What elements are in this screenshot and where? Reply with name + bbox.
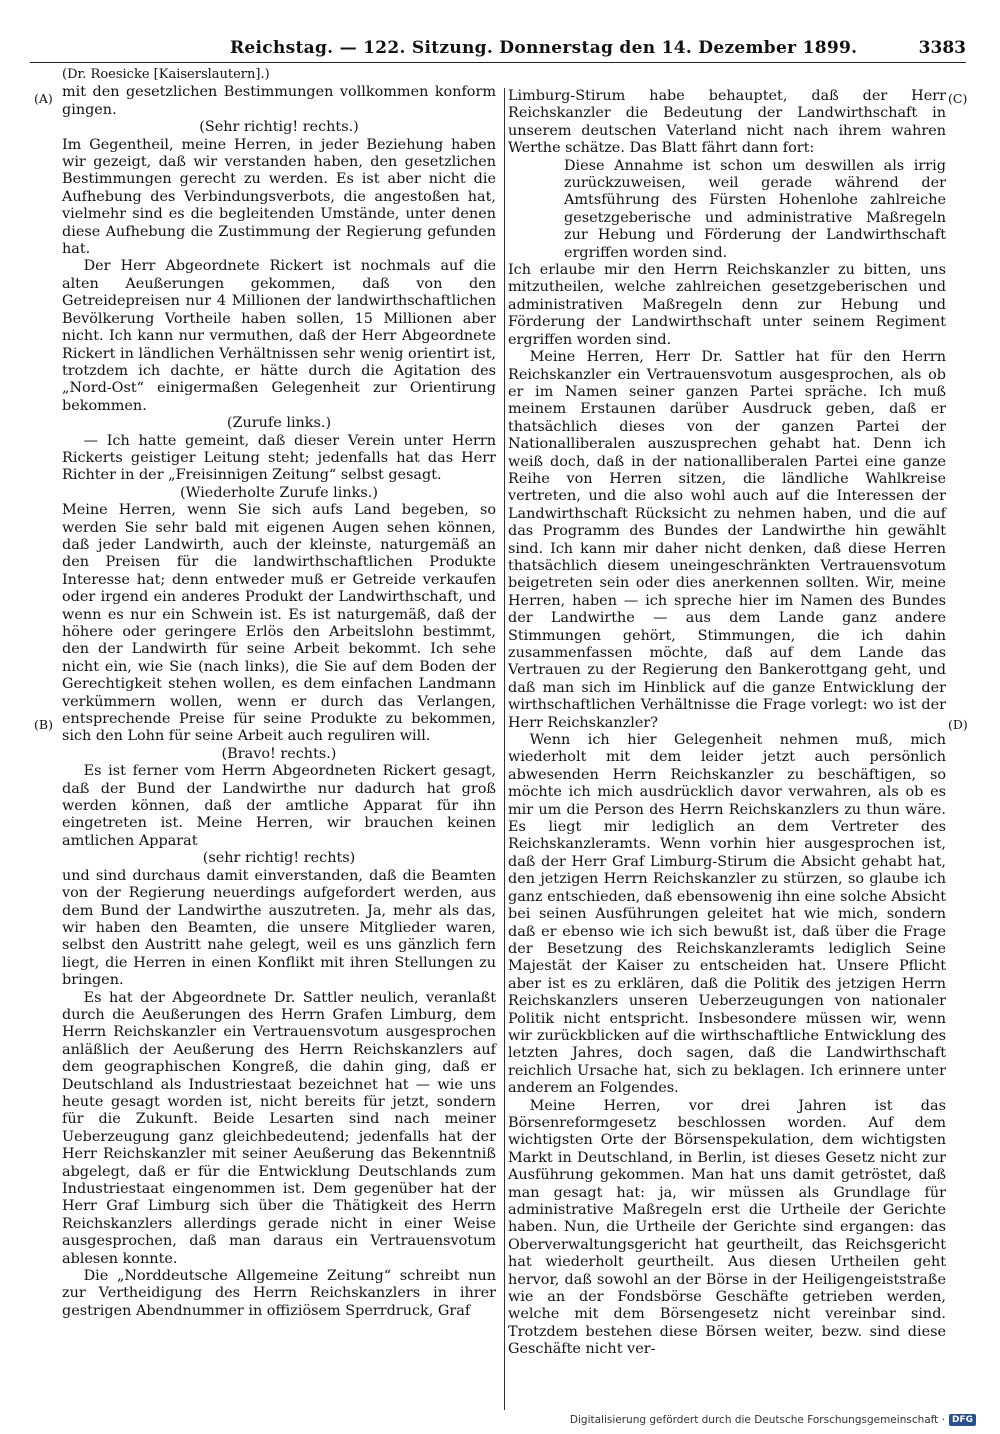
interjection: (Zurufe links.) [226, 415, 332, 432]
running-title: Reichstag. — 122. Sitzung. Donnerstag den 14. Dezember 1899. [230, 38, 858, 58]
paragraph: und sind durchaus damit einverstanden, daß die Beamten von der Regierung neuerdings aufgefordert werden, aus dem Bund der Landwirthe auszutreten. Ja, mehr als das, wir haben den Beamten, die unsere Mitglieder waren, selbst den Austritt nahe gelegt, weil es uns gänzlich fern liegt, die Herren in einen Konflikt mit ihren Stellungen zu bringen. [62, 867, 496, 989]
dfg-logo: DFG [949, 1414, 976, 1426]
paragraph: Der Herr Abgeordnete Rickert ist nochmals auf die alten Aeußerungen gekommen, daß von den Getreidepreisen nur 4 Millionen der landwirthschaftlichen Bevölkerung Vortheile haben sollen, 15 Millionen aber nicht. Ich kann nur vermuthen, daß der Herr Abgeordnete Rickert in ländlichen Verhältnissen sehr wenig orientirt ist, trotzdem ich dachte, er hätte durch die Agitation des „Nord-Ost“ einigermaßen Gelegenheit zur Orientirung bekommen. [62, 258, 496, 414]
paragraph: — Ich hatte gemeint, daß dieser Verein unter Herrn Rickerts geistiger Leitung steht; jedenfalls hat das Herr Richter in der „Freisinnigen Zeitung“ selbst gesagt. [62, 432, 496, 484]
paragraph: Ich erlaube mir den Herrn Reichskanzler zu bitten, uns mitzutheilen, welche zahlreichen gesetzgeberischen und administrativen Maßregeln denn zur Hebung und Förderung der Landwirthschaft unter seinem Regiment ergriffen worden sind. [508, 262, 946, 348]
credit-text: Digitalisierung gefördert durch die Deutsche Forschungsgemeinschaft · [569, 1414, 945, 1426]
paragraph: mit den gesetzlichen Bestimmungen vollkommen konform gingen. [62, 84, 496, 118]
margin-marker-c: (C) [948, 91, 968, 106]
running-header [30, 38, 966, 62]
paragraph: Meine Herren, wenn Sie sich aufs Land begeben, so werden Sie sehr bald mit eigenen Augen sehen können, daß jeder Landwirth, auch der kleinste, naturgemäß an den Preisen für die landwirthschaftlichen Produkte Interesse hat; denn entweder muß er Getreide verkaufen oder irgend ein anderes Produkt der Landwirthschaft, und wenn es nur ein Schwein ist. Es ist naturgemäß, daß der höhere oder geringere Erlös den Arbeitslohn bestimmt, den der Landwirth für seine Arbeit bekommt. Ich sehe nicht ein, wie Sie (nach links), die Sie auf dem Boden der Gerechtigkeit stehen wollen, es dem einfachen Landmann verkümmern wollen, wenn er durch das Verlangen, entsprechende Preise für seine Produkte zu bekommen, sich den Lohn für seine Arbeit auch reguliren will. [62, 502, 496, 745]
margin-marker-b: (B) [34, 717, 53, 732]
paragraph: Wenn ich hier Gelegenheit nehmen muß, mich wiederholt mit dem leider jetzt auch persönlich abwesenden Herrn Reichskanzler zu beschäftigen, so möchte ich mich ausdrücklich davor verwahren, als ob es mir um die Person des Herrn Reichskanzlers zu thun wäre. Es liegt mir lediglich an dem Vertreter des Reichskanzleramts. Wenn vorhin hier ausgesprochen ist, daß der Herr Graf Limburg-Stirum die Absicht gehabt hat, den jetzigen Herrn Reichskanzler zu stürzen, so glaube ich ganz entschieden, daß ebensowenig ihn eine solche Absicht bei seinen Ausführungen geleitet hat wie mich, sondern daß er ebenso wie ich sich bewußt ist, daß über die Frage der Besetzung des Reichskanzleramts lediglich Seine Majestät der Kaiser zu entscheiden hat. Unsere Pflicht aber ist es zu erklären, daß die Politik des jetzigen Herrn Reichskanzlers unseren Ueberzeugungen von nationaler Politik nicht entspricht. Insbesondere müssen wir, wenn wir zurückblicken auf die wirthschaftliche Entwicklung des letzten Jahres, doch sagen, daß die Landwirthschaft reichlich Ursache hat, sich zu beklagen. Ich erinnere unter anderem an Folgendes. [508, 732, 946, 1097]
paragraph: Es hat der Abgeordnete Dr. Sattler neulich, veranlaßt durch die Aeußerungen des Herrn Grafen Limburg, dem Herrn Reichskanzler ein Vertrauensvotum ausgesprochen anläßlich der Aeußerung des Herrn Reichskanzlers auf dem geographischen Kongreß, die dahin ging, daß er Deutschland als Industriestaat bezeichnet hat — wie uns heute gesagt worden ist, nicht bereits für jetzt, sondern für die Zukunft. Beide Lesarten sind nach meiner Ueberzeugung ganz gleichbedeutend; jedenfalls hat der Herr Reichskanzler mit seiner Aeußerung das Bekenntniß abgelegt, daß er für die Entwicklung Deutschlands zum Industriestaat eingenommen ist. Dem gegenüber hat der Herr Graf Limburg sich über die Thätigkeit des Herrn Reichskanzlers allerdings gerade nicht in einer Weise ausgesprochen, daß man daraus ein Vertrauensvotum ablesen konnte. [62, 989, 496, 1267]
page-number: 3383 [918, 38, 966, 58]
interjection: (Bravo! rechts.) [221, 745, 337, 762]
paragraph: Die „Norddeutsche Allgemeine Zeitung“ schreibt nun zur Vertheidigung des Herrn Reichskanzlers in ihrer gestrigen Abendnummer in offiziösem Sperrdruck, Graf [62, 1268, 496, 1319]
paragraph: Limburg-Stirum habe behauptet, daß der Herr Reichskanzler die Bedeutung der Landwirthschaft in unserem deutschen Vaterland nicht nach ihrem wahren Werthe schätze. Das Blatt fährt dann fort: [508, 88, 946, 157]
margin-marker-d: (D) [948, 717, 968, 732]
paragraph: Es ist ferner vom Herrn Abgeordneten Rickert gesagt, daß der Bund der Landwirthe nur dadurch hat groß werden können, daß der amtliche Apparat für ihn eingetreten ist. Meine Herren, wir brauchen keinen amtlichen Apparat [62, 763, 496, 849]
margin-marker-a: (A) [34, 91, 53, 106]
header-rule [30, 62, 966, 63]
column-divider [504, 88, 505, 1410]
interjection: (sehr richtig! rechts) [202, 850, 356, 867]
interjection: (Wiederholte Zurufe links.) [180, 484, 378, 501]
digitization-credit [570, 1414, 976, 1426]
right-column [508, 88, 946, 1359]
left-column [62, 66, 496, 1320]
block-quote: Diese Annahme ist schon um deswillen als irrig zurückzuweisen, weil gerade während der Amtsführung des Fürsten Hohenlohe zahlreiche gesetzgeberische und administrative Maßregeln zur Hebung und Förderung der Landwirthschaft ergriffen worden sind. [564, 157, 946, 261]
paragraph: Im Gegentheil, meine Herren, in jeder Beziehung haben wir gezeigt, daß wir verstanden haben, den gesetzlichen Bestimmungen gerecht zu werden. Es ist aber nicht die Aufhebung des Verbindungsverbots, die angestoßen hat, vielmehr sind es die begleitenden Umstände, unter denen diese Aufhebung die Zustimmung der Regierung gefunden hat. [62, 136, 496, 258]
interjection: (Sehr richtig! rechts.) [199, 119, 359, 136]
speaker-label: (Dr. Roesicke [Kaiserslautern].) [62, 67, 270, 82]
paragraph: Meine Herren, vor drei Jahren ist das Börsenreformgesetz beschlossen worden. Auf dem wichtigsten Orte der Börsenspekulation, dem wichtigsten Markt in Deutschland, in Berlin, ist dieses Gesetz nicht zur Ausführung gekommen. Man hat uns damit getröstet, daß man gesagt hat: ja, wir müssen als Grundlage für administrative Maßregeln erst die Urtheile der Gerichte haben. Nun, die Urtheile der Gerichte sind ergangen: das Oberverwaltungsgericht hat geurtheilt, das Reichsgericht hat wiederholt geurtheilt. Aus diesen Urtheilen geht hervor, daß sowohl an der Börse in der Heiligengeiststraße wie an der Fondsbörse Geschäfte getrieben werden, welche mit dem Börsengesetz nicht vereinbar sind. Trotzdem bestehen diese Börsen weiter, bezw. sind diese Geschäfte nicht ver- [508, 1097, 946, 1358]
paragraph: Meine Herren, Herr Dr. Sattler hat für den Herrn Reichskanzler ein Vertrauensvotum ausgesprochen, als ob er im Namen seiner ganzen Partei spräche. Ich muß meinem Erstaunen darüber Ausdruck geben, daß er thatsächlich dieses von der ganzen Partei der Nationalliberalen auszusprechen gehabt hat. Denn ich weiß doch, daß in der nationalliberalen Partei eine ganze Reihe von Herren sitzen, die ländliche Wahlkreise vertreten, und die also wohl auch auf die Interessen der Landwirthschaft Rücksicht zu nehmen haben, und die auf das Programm des Bundes der Landwirthe hin gewählt sind. Ich kann mir daher nicht denken, daß diese Herren thatsächlich diesem uneingeschränkten Vertrauensvotum beigetreten sein oder dies anerkennen sollten. Wir, meine Herren, haben — ich spreche hier im Namen des Bundes der Landwirthe — aus dem Lande ganz andere Stimmungen gehört, Stimmungen, die ich dahin zusammenfassen möchte, daß auf dem Lande das Vertrauen zu der Regierung den Bankerottgang geht, und daß man sich im Hinblick auf die ganze Entwicklung der wirthschaftlichen Verhältnisse die Frage vorlegt: wo ist der Herr Reichskanzler? [508, 349, 946, 731]
